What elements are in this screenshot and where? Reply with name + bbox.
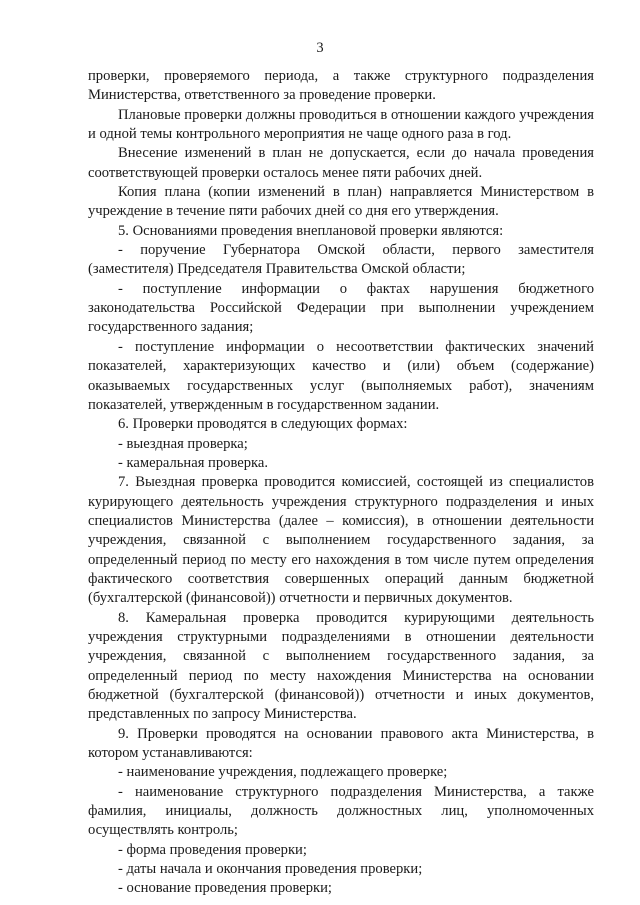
paragraph: - выездная проверка; [118,435,248,452]
paragraph: Копия плана (копии изменений в план) направляется Министерством в учреждение в течение пяти рабочих дней со дня его утверждения. [88,184,594,220]
paragraph: - наименование учреждения, подлежащего проверке; [118,764,448,781]
paragraph: - основание проведения проверки; [118,880,332,897]
paragraph: - поступление информации о фактах нарушения бюджетного законодательства Российской Федерации при выполнении учреждением государственного задания; [88,280,594,336]
paragraph: - наименование структурного подразделения Министерства, а также фамилия, инициалы, должность должностных лиц, уполномоченных осуществлять контроль; [88,783,594,839]
paragraph: 5. Основаниями проведения внеплановой проверки являются: [118,222,504,239]
paragraph: Плановые проверки должны проводиться в отношении каждого учреждения и одной темы контрольного мероприятия не чаще одного раза в год. [88,106,594,143]
paragraph: проверки, проверяемого периода, а также структурного подразделения Министерства, ответственного за проведение проверки. [88,68,594,104]
paragraph: Внесение изменений в план не допускается, если до начала проведения соответствующей проверки осталось менее пяти рабочих дней. [88,145,594,181]
paragraph: 9. Проверки проводятся на основании правового акта Министерства, в котором устанавливаются: [88,725,594,762]
paragraph: 6. Проверки проводятся в следующих формах: [118,416,408,433]
paragraph: - поступление информации о несоответствии фактических значений показателей, характеризующих качество и (или) объем (содержание) оказываемых государственных услуг (выполняемых работ), значениям показателей, утвержденным в государственном задании. [88,338,594,413]
paragraph: - форма проведения проверки; [118,841,307,858]
paragraph: - камеральная проверка. [118,454,269,471]
page-number: 3 [316,40,324,56]
paragraph: 8. Камеральная проверка проводится курирующими деятельность учреждения структурными подразделениями в отношении деятельности учреждения, связанной с выполнением государственного задания, за определенный период по месту нахождения Министерства на основании бюджетной (бухгалтерской (финансовой)) отчетности и иных документов, представленных по запросу Министерства. [88,609,594,723]
paragraph: - даты начала и окончания проведения проверки; [118,861,423,878]
paragraph: 7. Выездная проверка проводится комиссией, состоящей из специалистов курирующего деятельность учреждения структурного подразделения и иных специалистов Министерства (далее – комиссия), в отношении деятельности учреждения, связанной с выполнением государственного задания, за определенный период по месту его нахождения в том числе путем определения фактического соответствия совершенных операций данным бюджетной (бухгалтерской (финансовой)) отчетности и первичных документов. [88,474,594,607]
document-body [88,67,594,899]
paragraph: - поручение Губернатора Омской области, первого заместителя (заместителя) Председателя Правительства Омской области; [88,242,594,278]
